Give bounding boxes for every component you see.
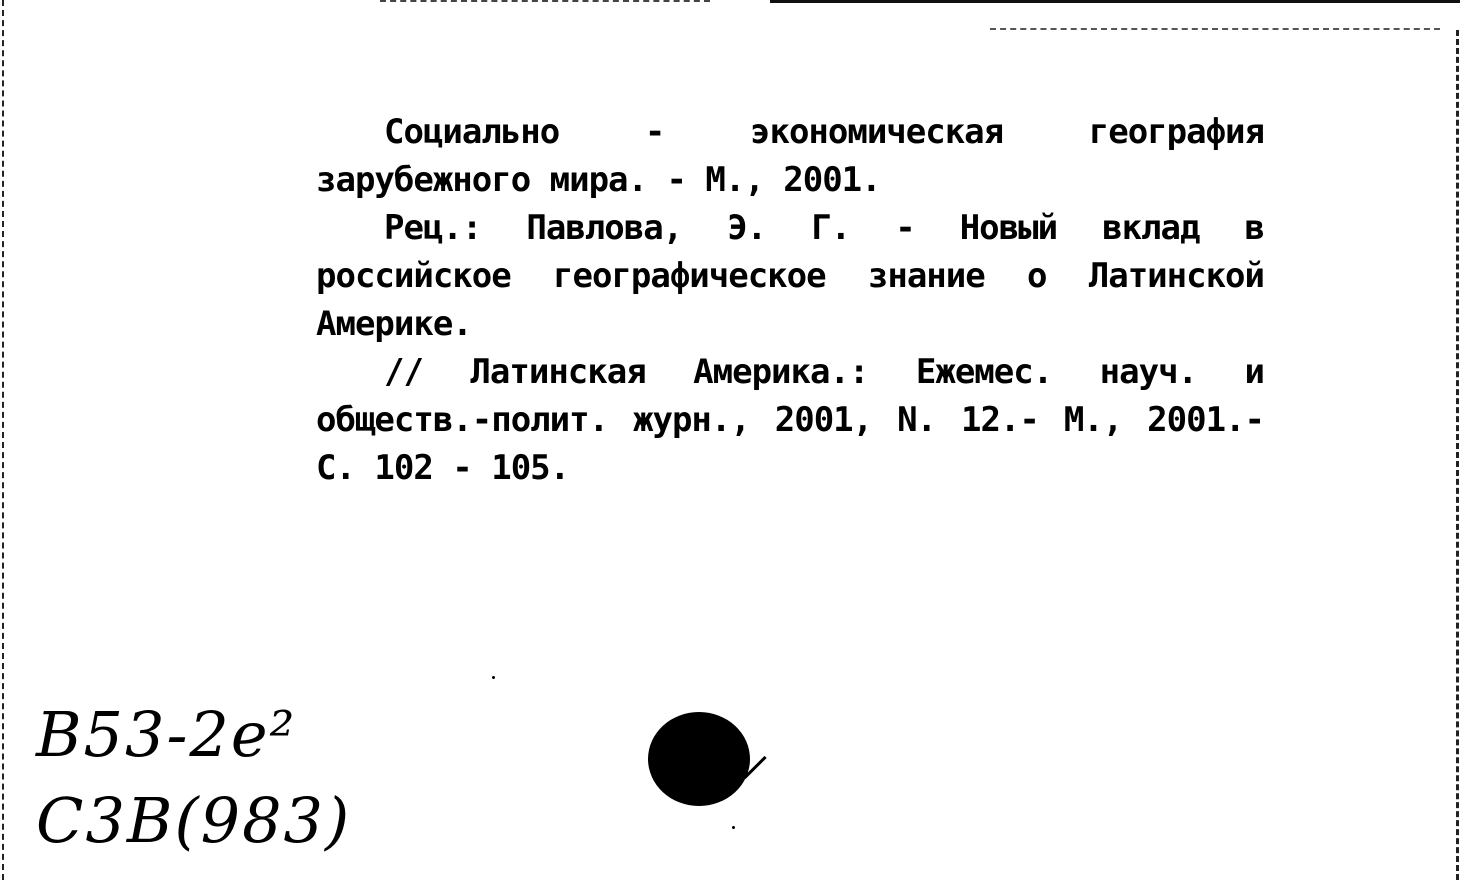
card-right-edge xyxy=(1456,30,1459,880)
punch-hole xyxy=(648,712,750,806)
source-paragraph: // Латинская Америка.: Ежемес. науч. и обществ.-полит. журн., 2001, N. 12.- М., 2001.-С. 102 - 105. xyxy=(316,352,1264,488)
speck xyxy=(732,826,735,829)
bibliographic-entry xyxy=(316,108,1264,492)
entry-title-paragraph: Социально - экономическая география зарубежного мира. - М., 2001. xyxy=(316,112,1264,200)
card-top-edge-left xyxy=(380,0,710,2)
review-paragraph: Рец.: Павлова, Э. Г. - Новый вклад в российское географическое знание о Латинской Америке. xyxy=(316,208,1264,344)
card-top-rule xyxy=(990,28,1440,30)
card-left-edge xyxy=(2,0,4,880)
card-top-edge xyxy=(770,0,1460,3)
handwritten-shelf-code: С3В(983) xyxy=(36,784,352,857)
speck xyxy=(492,676,495,679)
handwritten-classification-code: В53-2е² xyxy=(36,698,297,771)
